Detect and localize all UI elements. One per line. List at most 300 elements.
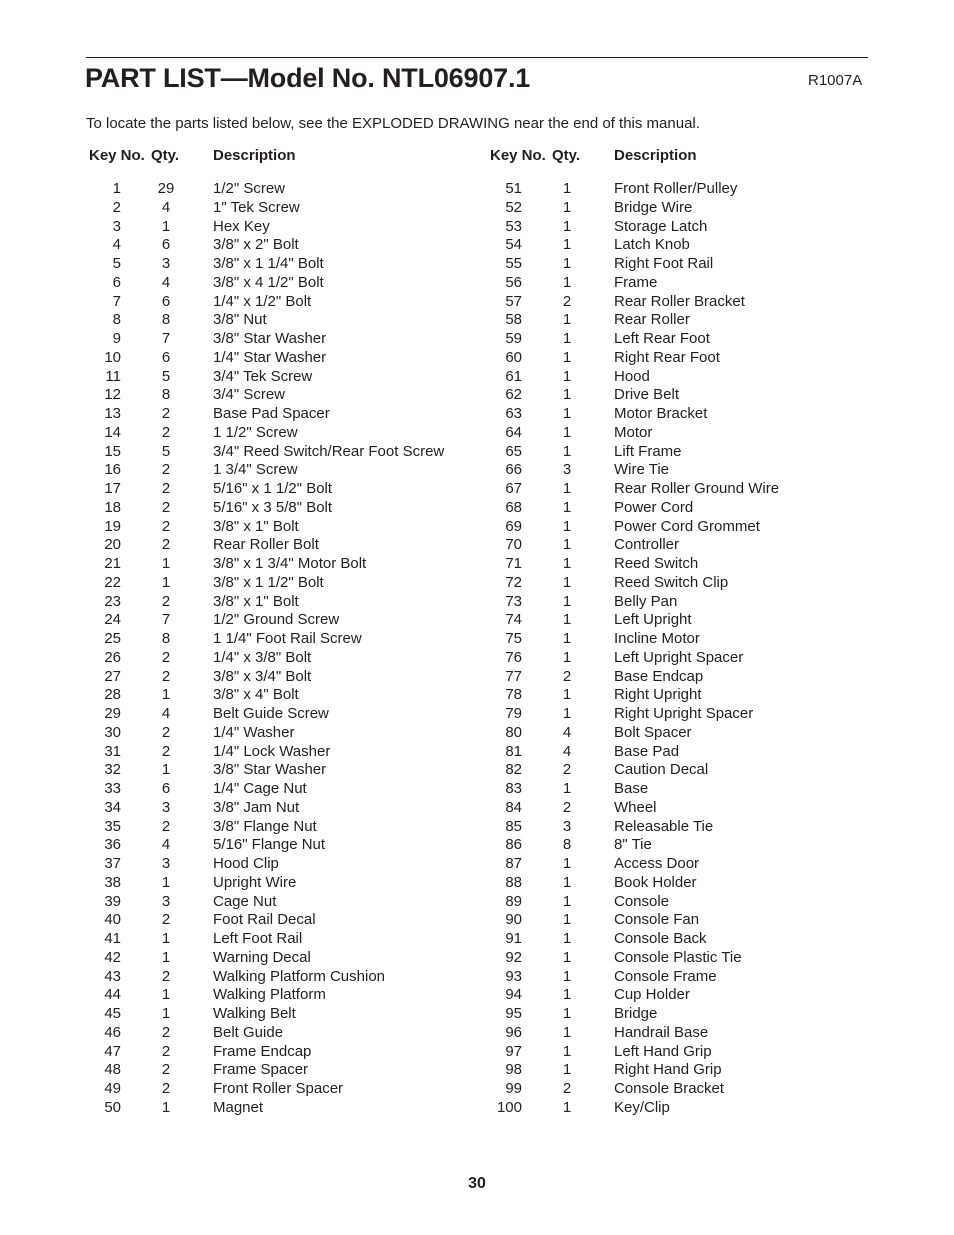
part-key-no: 62	[505, 386, 522, 404]
part-key-no: 79	[505, 705, 522, 722]
part-key-no: 72	[505, 573, 522, 591]
part-qty: 1	[562, 517, 572, 535]
part-qty: 4	[161, 705, 171, 722]
part-qty: 1	[562, 1005, 572, 1022]
part-description: Bridge	[614, 1005, 658, 1022]
part-description: 1 1/2" Screw	[213, 423, 298, 441]
part-key-no: 29	[104, 705, 121, 722]
part-qty: 1	[562, 1098, 572, 1116]
part-key-no: 85	[505, 817, 522, 835]
part-key-no: 11	[105, 367, 121, 385]
part-description: 8" Tie	[614, 836, 652, 854]
part-description: 1/4" x 1/2" Bolt	[213, 292, 312, 310]
top-rule	[86, 57, 868, 58]
part-key-no: 47	[104, 1042, 121, 1060]
part-qty: 2	[161, 1042, 171, 1060]
part-qty: 1	[562, 480, 572, 497]
part-description: Magnet	[213, 1098, 264, 1116]
part-description: Key/Clip	[614, 1098, 670, 1116]
part-description: Walking Platform Cushion	[213, 967, 386, 985]
part-qty: 2	[161, 423, 171, 441]
part-key-no: 17	[104, 480, 121, 497]
part-key-no: 6	[112, 273, 121, 291]
part-key-no: 87	[505, 855, 522, 872]
part-key-no: 44	[104, 986, 121, 1004]
part-qty: 2	[562, 292, 572, 310]
part-description: 3/8" x 4" Bolt	[213, 686, 299, 704]
part-description: Motor Bracket	[614, 405, 708, 422]
part-qty: 2	[161, 667, 171, 685]
part-description: 1/4" Star Washer	[213, 348, 327, 366]
part-qty: 3	[562, 817, 572, 835]
part-description: Storage Latch	[614, 217, 708, 235]
part-description: Console Plastic Tie	[614, 948, 742, 966]
part-qty: 8	[562, 836, 572, 854]
part-qty: 1	[562, 198, 572, 216]
part-description: Right Upright Spacer	[614, 705, 754, 722]
part-description: Console Frame	[614, 967, 717, 985]
part-description: 3/8" x 2" Bolt	[213, 236, 299, 254]
part-description: 5/16" Flange Nut	[213, 836, 326, 854]
part-key-no: 83	[505, 780, 522, 797]
part-qty: 2	[161, 536, 171, 554]
part-key-no: 19	[104, 517, 121, 535]
part-key-no: 15	[104, 442, 121, 460]
description-header: Description	[213, 147, 296, 164]
part-qty: 1	[562, 930, 572, 947]
part-description: Drive Belt	[614, 386, 680, 404]
part-key-no: 57	[505, 292, 522, 310]
part-description: Power Cord	[614, 498, 694, 516]
part-qty: 4	[562, 723, 572, 741]
part-description: Rear Roller Bracket	[614, 292, 745, 310]
part-key-no: 33	[104, 780, 121, 797]
part-qty: 2	[161, 1023, 171, 1041]
key-no-header: Key No.	[490, 147, 546, 164]
part-description: 1" Tek Screw	[213, 198, 300, 216]
part-key-no: 41	[104, 930, 121, 947]
part-description: Base	[614, 780, 649, 797]
part-qty: 4	[562, 742, 572, 760]
part-key-no: 38	[104, 873, 121, 891]
part-description: Controller	[614, 536, 680, 554]
part-key-no: 54	[505, 236, 522, 254]
part-description: 1/4" Lock Washer	[213, 742, 331, 760]
part-description: Lift Frame	[614, 442, 682, 460]
part-description: Frame Endcap	[213, 1042, 312, 1060]
part-qty: 2	[161, 742, 171, 760]
part-qty: 1	[161, 986, 171, 1004]
part-description: Frame Spacer	[213, 1061, 309, 1079]
part-description: Right Rear Foot	[614, 348, 720, 366]
part-description: 3/8" x 1 3/4" Motor Bolt	[213, 555, 367, 572]
part-description: 1/4" Washer	[213, 723, 295, 741]
part-key-no: 53	[505, 217, 522, 235]
part-key-no: 91	[505, 930, 522, 947]
part-description: Console Fan	[614, 911, 700, 929]
part-qty: 1	[562, 648, 572, 666]
part-description: 3/8" x 1 1/2" Bolt	[213, 573, 324, 591]
part-description: 3/8" x 1" Bolt	[213, 592, 299, 610]
part-description: Left Foot Rail	[213, 930, 303, 947]
page-title: PART LIST—Model No. NTL06907.1	[85, 63, 531, 93]
part-qty: 2	[161, 592, 171, 610]
part-description: Rear Roller	[614, 311, 690, 329]
part-key-no: 5	[112, 255, 121, 272]
part-key-no: 98	[505, 1061, 522, 1079]
document-code: R1007A	[808, 72, 863, 89]
part-key-no: 26	[104, 648, 121, 666]
part-key-no: 18	[104, 498, 121, 516]
part-qty: 7	[161, 330, 171, 347]
part-qty: 3	[161, 255, 171, 272]
part-description: Foot Rail Decal	[213, 911, 316, 929]
part-qty: 4	[161, 198, 171, 216]
part-key-no: 51	[505, 180, 522, 197]
part-qty: 1	[562, 405, 572, 422]
part-key-no: 81	[505, 742, 522, 760]
part-key-no: 43	[104, 967, 121, 985]
part-description: Console Back	[614, 930, 707, 947]
part-description: Base Pad	[614, 742, 680, 760]
part-key-no: 28	[104, 686, 121, 704]
part-qty: 1	[161, 948, 171, 966]
part-qty: 1	[562, 330, 572, 347]
part-key-no: 76	[505, 648, 522, 666]
part-key-no: 59	[505, 330, 522, 347]
part-key-no: 8	[112, 311, 121, 329]
part-qty: 2	[161, 648, 171, 666]
part-description: Reed Switch	[614, 555, 699, 572]
part-key-no: 67	[505, 480, 522, 497]
part-qty: 1	[562, 217, 572, 235]
part-description: Access Door	[614, 855, 700, 872]
part-description: Base Endcap	[614, 667, 704, 685]
part-key-no: 32	[104, 761, 121, 779]
part-qty: 2	[562, 798, 572, 816]
part-description: Hex Key	[213, 217, 270, 235]
part-description: 1/2" Screw	[213, 180, 286, 197]
part-qty: 6	[161, 348, 171, 366]
part-description: Upright Wire	[213, 873, 297, 891]
part-qty: 1	[562, 498, 572, 516]
part-description: Right Hand Grip	[614, 1061, 722, 1079]
part-qty: 1	[562, 573, 572, 591]
part-qty: 3	[161, 892, 171, 910]
part-qty: 1	[161, 873, 171, 891]
intro-text: To locate the parts listed below, see the EXPLODED DRAWING near the end of this manual.	[86, 115, 700, 132]
part-description: 3/8" Flange Nut	[213, 817, 317, 835]
part-qty: 1	[562, 273, 572, 291]
part-key-no: 86	[505, 836, 522, 854]
part-description: Bolt Spacer	[614, 723, 692, 741]
part-qty: 8	[161, 386, 171, 404]
part-description: 1/4" Cage Nut	[213, 780, 307, 797]
part-qty: 3	[161, 855, 171, 872]
part-qty: 7	[161, 611, 171, 629]
page-number: 30	[468, 1175, 486, 1192]
part-key-no: 60	[505, 348, 522, 366]
part-qty: 1	[562, 611, 572, 629]
part-key-no: 70	[505, 536, 522, 554]
part-key-no: 21	[104, 555, 121, 572]
part-key-no: 61	[505, 367, 522, 385]
part-key-no: 95	[505, 1005, 522, 1022]
part-qty: 1	[161, 1098, 171, 1116]
part-qty: 2	[161, 817, 171, 835]
part-qty: 1	[161, 555, 171, 572]
part-key-no: 13	[104, 405, 121, 422]
part-qty: 1	[161, 761, 171, 779]
part-key-no: 84	[505, 798, 522, 816]
part-qty: 2	[161, 517, 171, 535]
part-qty: 2	[161, 1080, 171, 1097]
part-description: 3/8" Star Washer	[213, 761, 327, 779]
part-key-no: 39	[104, 892, 121, 910]
part-key-no: 2	[112, 198, 121, 216]
part-description: Walking Belt	[213, 1005, 296, 1022]
part-qty: 1	[562, 630, 572, 647]
part-qty: 1	[562, 236, 572, 254]
part-description: 3/4" Tek Screw	[213, 367, 313, 385]
part-key-no: 45	[104, 1005, 121, 1022]
part-key-no: 9	[112, 330, 121, 347]
part-qty: 3	[161, 798, 171, 816]
part-key-no: 7	[112, 292, 121, 310]
part-description: Console Bracket	[614, 1080, 725, 1097]
part-description: Warning Decal	[213, 948, 311, 966]
part-description: Left Upright	[614, 611, 692, 629]
part-qty: 2	[562, 667, 572, 685]
part-key-no: 88	[505, 873, 522, 891]
part-key-no: 75	[505, 630, 522, 647]
part-qty: 2	[161, 498, 171, 516]
part-key-no: 35	[104, 817, 121, 835]
part-description: Hood Clip	[213, 855, 279, 872]
part-qty: 1	[562, 348, 572, 366]
part-description: Releasable Tie	[614, 817, 714, 835]
part-key-no: 14	[104, 423, 121, 441]
part-description: 3/8" Jam Nut	[213, 798, 300, 816]
part-qty: 1	[562, 555, 572, 572]
part-key-no: 34	[104, 798, 121, 816]
part-key-no: 77	[505, 667, 522, 685]
part-key-no: 74	[505, 611, 522, 629]
part-qty: 4	[161, 836, 171, 854]
part-qty: 1	[562, 180, 572, 197]
part-qty: 4	[161, 273, 171, 291]
part-description: Book Holder	[614, 873, 697, 891]
part-key-no: 40	[104, 911, 121, 929]
key-no-header: Key No.	[89, 147, 145, 164]
part-qty: 2	[562, 1080, 572, 1097]
part-description: 1/2" Ground Screw	[213, 611, 340, 629]
part-qty: 5	[161, 442, 171, 460]
part-description: Rear Roller Bolt	[213, 536, 319, 554]
part-key-no: 92	[505, 948, 522, 966]
part-key-no: 71	[505, 555, 522, 572]
part-qty: 8	[161, 630, 171, 647]
part-key-no: 55	[505, 255, 522, 272]
part-description: 1 1/4" Foot Rail Screw	[213, 630, 362, 647]
part-key-no: 37	[104, 855, 121, 872]
part-key-no: 80	[505, 723, 522, 741]
part-qty: 1	[161, 217, 171, 235]
part-description: Frame	[614, 273, 658, 291]
part-key-no: 24	[104, 611, 121, 629]
part-description: Rear Roller Ground Wire	[614, 480, 780, 497]
part-qty: 1	[562, 367, 572, 385]
part-key-no: 16	[104, 461, 121, 479]
part-description: Latch Knob	[614, 236, 690, 254]
part-qty: 1	[562, 967, 572, 985]
part-qty: 1	[562, 592, 572, 610]
part-description: 3/4" Screw	[213, 386, 286, 404]
part-qty: 1	[562, 536, 572, 554]
part-key-no: 36	[104, 836, 121, 854]
part-description: Base Pad Spacer	[213, 405, 330, 422]
part-description: Front Roller Spacer	[213, 1080, 344, 1097]
part-key-no: 64	[505, 423, 522, 441]
description-header: Description	[614, 147, 697, 164]
part-key-no: 25	[104, 630, 121, 647]
part-description: 3/8" x 3/4" Bolt	[213, 667, 312, 685]
part-qty: 2	[161, 480, 171, 497]
part-qty: 1	[562, 948, 572, 966]
part-key-no: 63	[505, 405, 522, 422]
part-description: Belly Pan	[614, 592, 678, 610]
part-description: 5/16" x 1 1/2" Bolt	[213, 480, 333, 497]
part-qty: 2	[161, 911, 171, 929]
part-qty: 1	[562, 892, 572, 910]
part-key-no: 52	[505, 198, 522, 216]
part-qty: 1	[161, 1005, 171, 1022]
part-key-no: 65	[505, 442, 522, 460]
part-qty: 1	[562, 255, 572, 272]
part-description: Cup Holder	[614, 986, 690, 1004]
part-qty: 2	[562, 761, 572, 779]
part-qty: 5	[161, 367, 171, 385]
part-key-no: 73	[505, 592, 522, 610]
part-qty: 2	[161, 1061, 171, 1079]
part-key-no: 100	[496, 1098, 522, 1116]
part-description: Hood	[614, 367, 650, 385]
part-description: Left Rear Foot	[614, 330, 710, 347]
part-qty: 1	[562, 986, 572, 1004]
part-description: Left Upright Spacer	[614, 648, 744, 666]
part-qty: 1	[562, 423, 572, 441]
part-qty: 1	[562, 705, 572, 722]
part-qty: 1	[562, 311, 572, 329]
part-key-no: 22	[104, 573, 121, 591]
part-key-no: 48	[104, 1061, 121, 1079]
part-key-no: 96	[505, 1023, 522, 1041]
part-qty: 6	[161, 292, 171, 310]
part-description: 3/4" Reed Switch/Rear Foot Screw	[213, 442, 445, 460]
part-description: Reed Switch Clip	[614, 573, 729, 591]
part-key-no: 42	[104, 948, 121, 966]
part-key-no: 3	[112, 217, 121, 235]
part-qty: 1	[562, 1042, 572, 1060]
part-qty: 1	[161, 686, 171, 704]
part-description: Belt Guide	[213, 1023, 284, 1041]
part-key-no: 10	[104, 348, 121, 366]
part-key-no: 78	[505, 686, 522, 704]
part-key-no: 20	[104, 536, 121, 554]
part-description: 3/8" Star Washer	[213, 330, 327, 347]
part-key-no: 12	[104, 386, 121, 404]
part-description: Walking Platform	[213, 986, 326, 1004]
part-description: 1/4" x 3/8" Bolt	[213, 648, 312, 666]
part-key-no: 56	[505, 273, 522, 291]
part-description: Front Roller/Pulley	[614, 180, 738, 197]
part-key-no: 90	[505, 911, 522, 929]
part-description: Left Hand Grip	[614, 1042, 712, 1060]
part-key-no: 69	[505, 517, 522, 535]
part-key-no: 93	[505, 967, 522, 985]
part-description: Console	[614, 892, 670, 910]
part-description: 1 3/4" Screw	[213, 461, 298, 479]
part-key-no: 58	[505, 311, 522, 329]
qty-header: Qty.	[552, 147, 581, 164]
part-description: Motor	[614, 423, 653, 441]
part-description: Belt Guide Screw	[213, 705, 329, 722]
part-description: Right Foot Rail	[614, 255, 714, 272]
part-key-no: 50	[104, 1098, 121, 1116]
part-key-no: 23	[104, 592, 121, 610]
part-qty: 6	[161, 780, 171, 797]
part-description: Incline Motor	[614, 630, 700, 647]
part-description: Bridge Wire	[614, 198, 693, 216]
part-qty: 3	[562, 461, 572, 479]
part-key-no: 94	[505, 986, 522, 1004]
part-qty: 1	[562, 386, 572, 404]
part-key-no: 31	[104, 742, 121, 760]
part-description: Power Cord Grommet	[614, 517, 760, 535]
part-key-no: 49	[104, 1080, 121, 1097]
part-qty: 6	[161, 236, 171, 254]
part-key-no: 89	[505, 892, 522, 910]
part-qty: 1	[562, 780, 572, 797]
part-key-no: 97	[505, 1042, 522, 1060]
part-qty: 8	[161, 311, 171, 329]
part-description: Caution Decal	[614, 761, 709, 779]
part-description: 3/8" x 1 1/4" Bolt	[213, 255, 324, 272]
part-qty: 2	[161, 405, 171, 422]
part-qty: 2	[161, 461, 171, 479]
part-description: 5/16" x 3 5/8" Bolt	[213, 498, 333, 516]
part-qty: 1	[562, 873, 572, 891]
part-key-no: 27	[104, 667, 121, 685]
part-qty: 29	[157, 180, 175, 197]
part-key-no: 99	[505, 1080, 522, 1097]
part-key-no: 82	[505, 761, 522, 779]
part-key-no: 46	[104, 1023, 121, 1041]
part-description: Handrail Base	[614, 1023, 709, 1041]
part-key-no: 30	[104, 723, 121, 741]
part-description: 3/8" Nut	[213, 311, 267, 329]
part-key-no: 66	[505, 461, 522, 479]
part-qty: 2	[161, 723, 171, 741]
part-qty: 1	[562, 442, 572, 460]
part-qty: 1	[562, 686, 572, 704]
part-description: Right Upright	[614, 686, 702, 704]
part-qty: 1	[562, 1061, 572, 1079]
part-description: Wheel	[614, 798, 657, 816]
part-description: 3/8" x 1" Bolt	[213, 517, 299, 535]
part-qty: 2	[161, 967, 171, 985]
part-key-no: 1	[112, 180, 121, 197]
